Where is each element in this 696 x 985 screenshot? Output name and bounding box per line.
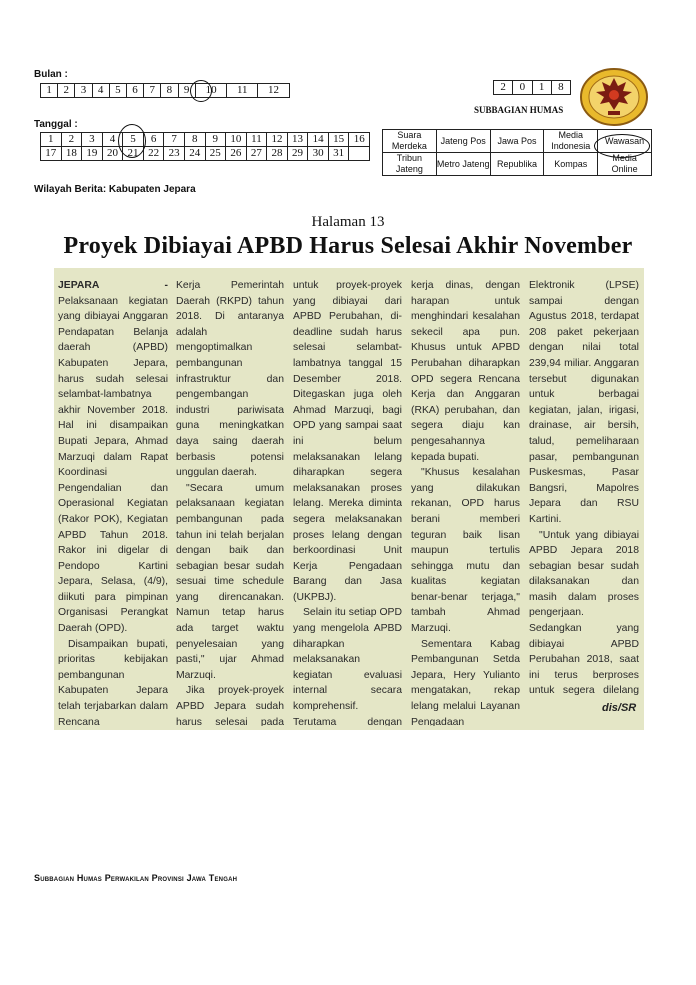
- day-cell: 11: [246, 133, 267, 147]
- day-cell: 15: [328, 133, 349, 147]
- month-cell: 7: [144, 84, 161, 98]
- media-outlet-cell: Tribun Jateng: [383, 153, 437, 176]
- paragraph: Pelaksanaan kegiatan yang dibiayai Anggaran Pendapatan Belanja daerah (APBD) Kabupaten Jepara, harus sudah selesai selambat-lambatnya akhir November 2018. Hal ini disampaikan Bupati Jepara, Ahmad Marzuqi dalam Rapat Koordinasi Pengendalian dan Operasional Kegiatan (Rakor POK), Kegiatan APBD Tahun 2018. Rakor ini digelar di Pendopo Kartini Jepara, Selasa, (4/9), diikuti para pimpinan Organisasi Perangkat Daerah (OPD).: [58, 295, 168, 635]
- media-outlet-cell: Wawasan: [598, 130, 652, 153]
- footer-text: Subbagian Humas Perwakilan Provinsi Jawa Tengah: [34, 873, 238, 883]
- signature: dis/SR: [602, 702, 637, 714]
- dateline: JEPARA -: [58, 280, 168, 291]
- media-outlet-cell: Suara Merdeka: [383, 130, 437, 153]
- day-cell: 27: [246, 147, 267, 161]
- day-cell: 2: [61, 133, 82, 147]
- day-cell: 14: [308, 133, 329, 147]
- month-cell: 5: [109, 84, 126, 98]
- day-cell: 26: [226, 147, 247, 161]
- day-cell: 1: [41, 133, 62, 147]
- column-1: [58, 278, 168, 726]
- column-5: [529, 278, 639, 696]
- month-cell: 3: [75, 84, 92, 98]
- column-2: [176, 278, 284, 726]
- column-3: [293, 278, 402, 726]
- year-digit-cell: 8: [551, 81, 570, 95]
- media-outlet-cell: Metro Jateng: [436, 153, 490, 176]
- day-cell: 21: [123, 147, 144, 161]
- day-cell: 8: [184, 133, 205, 147]
- newspaper-clipping: [54, 268, 644, 730]
- paragraph: Jika proyek-proyek APBD Jepara sudah harus selesai pada: [176, 685, 284, 726]
- day-cell: 18: [61, 147, 82, 161]
- day-cell: 9: [205, 133, 226, 147]
- paragraph: Kerja Pemerintah Daerah (RKPD) tahun 2018. Di antaranya adalah mengoptimalkan pembangunan infrastruktur dan pengembangan industri pariwisata guna meningkatkan daya saing daerah berbasis potensi unggulan daerah.: [176, 280, 284, 479]
- selected-month-circle: [190, 80, 212, 102]
- paragraph: Elektronik (LPSE) sampai dengan Agustus 2018, terdapat 208 paket pekerjaan dengan nilai total 239,94 miliar. Anggaran tersebut digunakan untuk berbagai kegiatan, jalan, irigasi, drainase, air bersih, talud, pemeliharaan pasar, pembangunan Puskesmas, Pasar Bangsri, Mapolres Jepara dan RSU Kartini.: [529, 280, 639, 525]
- media-outlet-cell: Republika: [490, 153, 544, 176]
- paragraph: "Secara umum pelaksanaan kegiatan pembangunan pada tahun ini telah berjalan dengan baik dan sebagian besar sudah sesuai time schedule yang direncanakan. Namun tetap harus ada target waktu penyelesaian yang pasti," ujar Ahmad Marzuqi.: [176, 482, 284, 681]
- day-cell: 20: [102, 147, 123, 161]
- day-cell: 7: [164, 133, 185, 147]
- month-cell: 9: [178, 84, 195, 98]
- day-cell: 12: [267, 133, 288, 147]
- day-cell: 13: [287, 133, 308, 147]
- headline: Proyek Dibiayai APBD Harus Selesai Akhir November: [63, 233, 633, 259]
- month-cell: 12: [258, 84, 290, 98]
- day-cell: 16: [349, 133, 370, 147]
- paragraph: untuk proyek-proyek yang dibiayai dari APBD Perubahan, di-deadline sudah harus selesai selambat-lambatnya tanggal 15 Desember 2018. Ditegaskan juga oleh Ahmad Marzuqi, bagi OPD yang sampai saat ini belum melaksanakan lelang diharapkan segera melaksanakan proses lelang. Mereka diminta segera melaksanakan proses lelang dengan berkoordinasi Unit Kerja Pengadaan Barang dan Jasa (UKPBJ).: [293, 280, 402, 603]
- day-cell: 4: [102, 133, 123, 147]
- month-cell: 8: [161, 84, 178, 98]
- day-cell: 22: [143, 147, 164, 161]
- selected-day-circle: [118, 124, 146, 158]
- paragraph: "Khusus kesalahan yang dilakukan rekanan, OPD harus berani memberi teguran baik lisan maupun tertulis sehingga mutu dan kualitas kegiatan benar-benar terjaga," tambah Ahmad Marzuqi.: [411, 467, 520, 635]
- day-cell: 25: [205, 147, 226, 161]
- paragraph: "Untuk yang dibiayai APBD Jepara 2018 sebagian besar sudah dilaksanakan dan masih dalam proses pengerjaan. Sedangkan yang dibiayai APBD Perubahan 2018, saat ini terus berproses untuk segera dilelang: [529, 529, 639, 696]
- year-digit-cell: 0: [513, 81, 532, 95]
- paragraph: Sementara Kabag Pembangunan Setda Jepara, Hery Yulianto mengatakan, rekap lelang melalui Layanan Pengadaan: [411, 638, 520, 726]
- media-outlet-cell: Jateng Pos: [436, 130, 490, 153]
- day-cell: 5: [123, 133, 144, 147]
- day-cell: 29: [287, 147, 308, 161]
- bulan-label: Bulan :: [34, 69, 68, 80]
- media-outlet-cell: Kompas: [544, 153, 598, 176]
- column-4: [411, 278, 520, 726]
- region-label: Wilayah Berita: Kabupaten Jepara: [34, 184, 196, 195]
- month-cell: 1: [41, 84, 58, 98]
- day-cell: 24: [184, 147, 205, 161]
- day-cell: 3: [82, 133, 103, 147]
- day-cell: 23: [164, 147, 185, 161]
- day-cell: 19: [82, 147, 103, 161]
- day-grid: [40, 132, 370, 161]
- paragraph: Disampaikan bupati, prioritas kebijakan pembangunan Kabupaten Jepara telah terjabarkan dalam Rencana: [58, 638, 168, 726]
- page-number: Halaman 13: [311, 214, 385, 230]
- day-cell: 17: [41, 147, 62, 161]
- selected-media-circle: [594, 134, 650, 158]
- garuda-emblem-icon: [578, 66, 650, 128]
- media-outlet-cell: Jawa Pos: [490, 130, 544, 153]
- department-name: SUBBAGIAN HUMAS: [474, 105, 564, 115]
- year-digit-cell: 1: [532, 81, 551, 95]
- month-cell: 10: [195, 84, 227, 98]
- day-cell: 10: [226, 133, 247, 147]
- month-cell: 2: [58, 84, 75, 98]
- paragraph: Selain itu setiap OPD yang mengelola APBD diharapkan melaksanakan kegiatan evaluasi internal secara komprehensif. Terutama dengan: [293, 607, 402, 726]
- day-cell: 28: [267, 147, 288, 161]
- year-digit-cell: 2: [494, 81, 513, 95]
- year-grid: [493, 80, 571, 95]
- month-cell: 6: [126, 84, 143, 98]
- paragraph: kerja dinas, dengan harapan untuk menghindari kesalahan sekecil apa pun. Khusus untuk APBD Perubahan diharapkan OPD segera Rencana Kerja dan Anggaran (RKA) perubahan, dan segera diaju kan pengesahannya kepada bupati.: [411, 280, 520, 463]
- day-cell: 6: [143, 133, 164, 147]
- month-cell: 11: [227, 84, 258, 98]
- month-cell: 4: [92, 84, 109, 98]
- empty-cell: [349, 147, 370, 161]
- month-grid: [40, 83, 290, 98]
- media-outlet-cell: Media Indonesia: [544, 130, 598, 153]
- tanggal-label: Tanggal :: [34, 119, 78, 130]
- day-cell: 30: [308, 147, 329, 161]
- day-cell: 31: [328, 147, 349, 161]
- media-outlet-cell: Media Online: [598, 153, 652, 176]
